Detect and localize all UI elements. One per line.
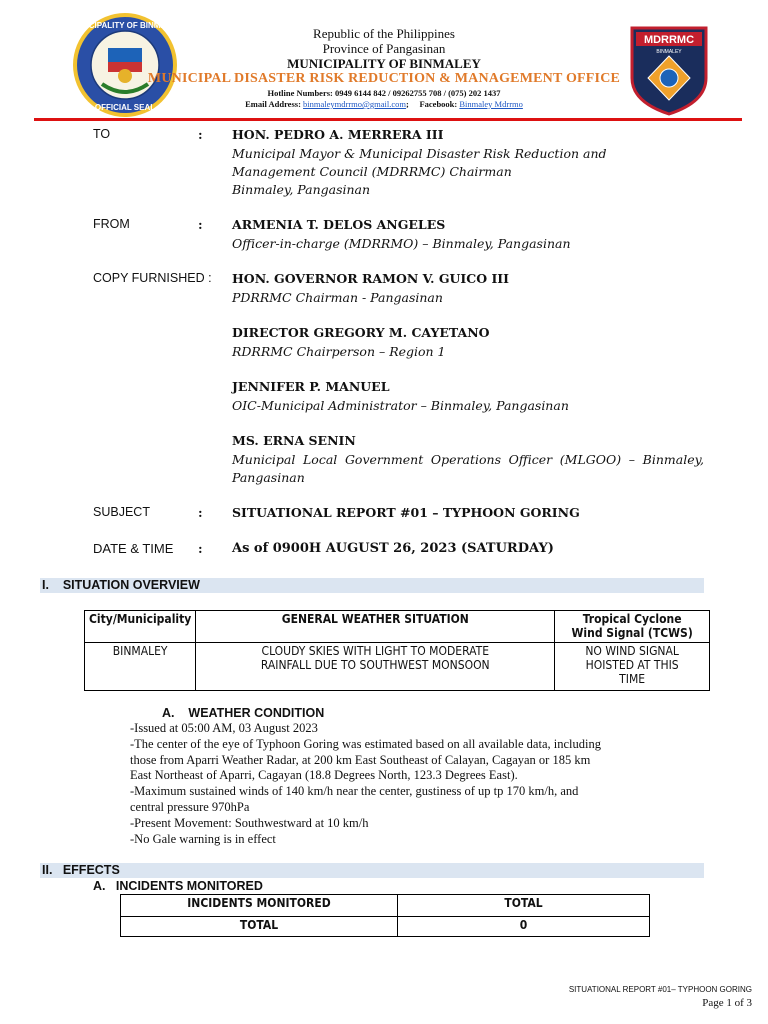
- svg-text:MUNICIPALITY OF BINMALEY: MUNICIPALITY OF BINMALEY: [72, 21, 178, 30]
- cf3-name: JENNIFER P. MANUEL: [232, 379, 390, 394]
- to-colon: :: [198, 127, 203, 142]
- to-name: HON. PEDRO A. MERRERA III: [232, 127, 444, 142]
- header-municipality: MUNICIPALITY OF BINMALEY: [287, 56, 481, 71]
- copy-furnished-label: COPY FURNISHED :: [93, 271, 212, 285]
- header-contacts: Email Address: binmaleymdrrmo@gmail.com; Facebook: Binmaley Mdrrmo: [245, 99, 523, 109]
- footer-report: SITUATIONAL REPORT #01– TYPHOON GORING: [568, 985, 752, 994]
- from-colon: :: [198, 217, 203, 232]
- section1-title: I. SITUATION OVERVIEW: [42, 578, 200, 592]
- weather-line-8: -No Gale warning is in effect: [130, 831, 276, 846]
- svg-text:OFFICIAL SEAL: OFFICIAL SEAL: [94, 103, 156, 112]
- col-tcws-line1: Tropical Cyclone: [582, 612, 682, 626]
- to-label: TO: [93, 127, 111, 141]
- section2-title: II. EFFECTS: [42, 863, 120, 877]
- cell-tcws-line3: TIME: [619, 672, 646, 686]
- col-total: TOTAL: [398, 895, 650, 917]
- header-hotline: Hotline Numbers: 0949 6144 842 / 09262755 708 / (075) 202 1437: [267, 88, 501, 98]
- email-link[interactable]: binmaleymdrrmo@gmail.com: [303, 99, 406, 109]
- cf2-desc: RDRRMC Chairperson – Region 1: [232, 344, 446, 359]
- cf1-desc: PDRRMC Chairman - Pangasinan: [232, 290, 443, 305]
- to-desc-3: Binmaley, Pangasinan: [232, 182, 371, 197]
- incidents-table: [120, 894, 650, 937]
- cell-total-value: 0: [398, 917, 650, 937]
- weather-line-4: East Northeast of Aparri, Cagayan (18.8 Degrees North, 123.3 Degrees East).: [130, 768, 518, 783]
- col-tcws: [555, 611, 710, 643]
- col-incidents: INCIDENTS MONITORED: [121, 895, 398, 917]
- cf3-desc: OIC-Municipal Administrator – Binmaley, Pangasinan: [232, 398, 569, 413]
- header-office: MUNICIPAL DISASTER RISK REDUCTION & MANAGEMENT OFFICE: [147, 71, 621, 86]
- subject-label: SUBJECT: [93, 505, 150, 519]
- cf4-name: MS. ERNA SENIN: [232, 433, 356, 448]
- from-name: ARMENIA T. DELOS ANGELES: [232, 217, 446, 232]
- to-desc-2: Management Council (MDRRMC) Chairman: [232, 164, 512, 179]
- weather-condition-body: [130, 721, 710, 847]
- cell-tcws-line1: NO WIND SIGNAL: [585, 644, 679, 658]
- weather-line-6: central pressure 970hPa: [130, 799, 250, 814]
- col-city: City/Municipality: [85, 611, 196, 643]
- subject-colon: :: [198, 505, 203, 520]
- col-weather: GENERAL WEATHER SITUATION: [196, 611, 555, 643]
- weather-line-3: those from Aparri Weather Radar, at 200 km East Southeast of Calayan, Cagayan or 185 km: [130, 752, 591, 767]
- date-label: DATE & TIME: [93, 541, 174, 556]
- col-tcws-line2: Wind Signal (TCWS): [571, 626, 693, 640]
- facebook-link[interactable]: Binmaley Mdrrmo: [459, 99, 523, 109]
- weather-line-2: -The center of the eye of Typhoon Goring was estimated based on all available data, including: [130, 736, 601, 751]
- cell-total-label: TOTAL: [121, 917, 398, 937]
- header-province: Province of Pangasinan: [322, 41, 446, 56]
- subject-value: SITUATIONAL REPORT #01 – TYPHOON GORING: [232, 505, 580, 520]
- cf1-name: HON. GOVERNOR RAMON V. GUICO III: [232, 271, 510, 286]
- section2-band: [40, 863, 704, 878]
- date-value: As of 0900H AUGUST 26, 2023 (SATURDAY): [232, 541, 554, 556]
- svg-text:MDRRMC: MDRRMC: [643, 34, 695, 46]
- header-republic: Republic of the Philippines: [313, 26, 455, 41]
- section2-subtitle: A. INCIDENTS MONITORED: [93, 879, 263, 893]
- cell-tcws: [555, 643, 710, 691]
- footer-page: Page 1 of 3: [702, 997, 752, 1009]
- date-colon: :: [198, 541, 203, 556]
- cell-weather: [196, 643, 555, 691]
- from-label: FROM: [93, 217, 130, 231]
- header-divider: [34, 118, 742, 121]
- to-desc-1: Municipal Mayor & Municipal Disaster Risk Reduction and: [232, 146, 607, 161]
- cell-weather-line1: CLOUDY SKIES WITH LIGHT TO MODERATE: [261, 644, 490, 658]
- weather-line-1: -Issued at 05:00 AM, 03 August 2023: [130, 721, 318, 735]
- cell-city: BINMALEY: [85, 643, 196, 691]
- cell-weather-line2: RAINFALL DUE TO SOUTHWEST MONSOON: [260, 658, 490, 672]
- email-label: Email Address:: [245, 99, 301, 109]
- facebook-label: Facebook:: [419, 99, 458, 109]
- from-desc: Officer-in-charge (MDRRMO) – Binmaley, Pangasinan: [232, 236, 571, 251]
- cf2-name: DIRECTOR GREGORY M. CAYETANO: [232, 325, 490, 340]
- weather-situation-table: [84, 610, 710, 691]
- cell-tcws-line2: HOISTED AT THIS: [585, 658, 679, 672]
- cf4-desc: Municipal Local Government Operations Officer (MLGOO) – Binmaley, Pangasinan: [232, 452, 704, 485]
- weather-line-7: -Present Movement: Southwestward at 10 km/h: [130, 815, 369, 830]
- weather-line-5: -Maximum sustained winds of 140 km/h near the center, gustiness of up tp 170 km/h, and: [130, 784, 579, 799]
- weather-condition-title: A. WEATHER CONDITION: [162, 706, 325, 720]
- svg-text:BINMALEY: BINMALEY: [656, 49, 682, 55]
